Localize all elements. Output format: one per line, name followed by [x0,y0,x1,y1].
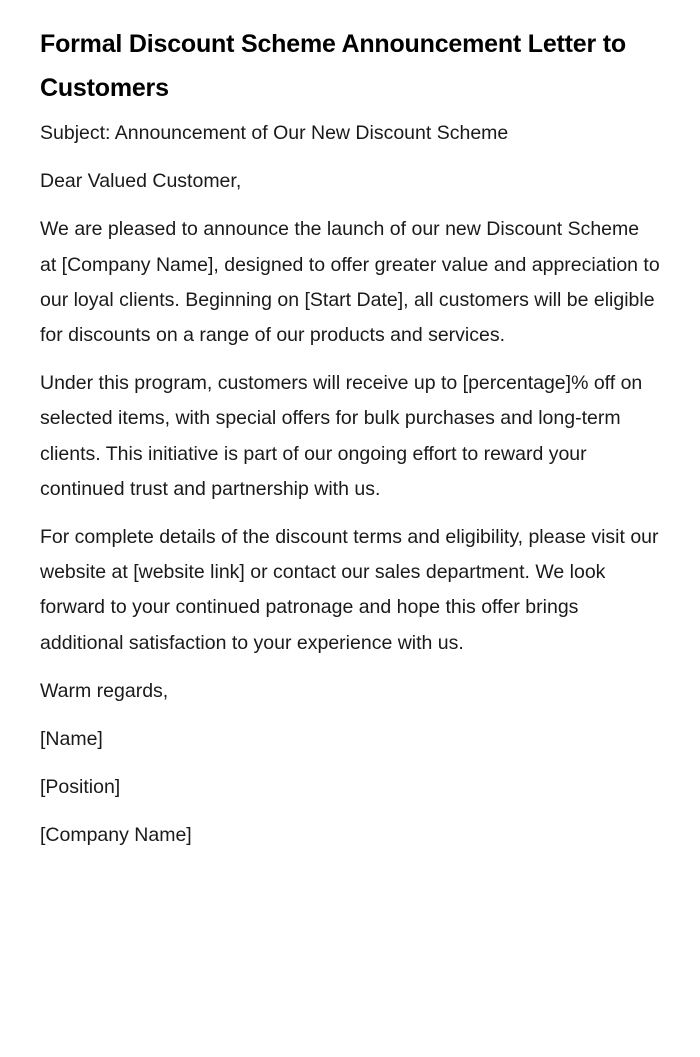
signature-company: [Company Name] [40,824,192,847]
signature-name: [Name] [40,728,103,751]
letter-paragraph-3: For complete details of the discount terms and eligibility, please visit our website at [website link] or contact our sales department. We look forward to your continued patronage and hope this offer brings additional satisfaction to your experience with us. [40,526,659,654]
letter-paragraph-2: Under this program, customers will receive up to [percentage]% off on selected items, with special offers for bulk purchases and long-term clients. This initiative is part of our ongoing effort to reward your continued trust and partnership with us. [40,372,643,500]
letter-salutation: Dear Valued Customer, [40,170,242,193]
signature-position: [Position] [40,776,121,799]
letter-subject: Subject: Announcement of Our New Discount Scheme [40,122,509,144]
letter-closing: Warm regards, [40,679,169,702]
letter-paragraph-1: We are pleased to announce the launch of our new Discount Scheme at [Company Name], designed to offer greater value and appreciation to our loyal clients. Beginning on [Start Date], all customers will be eligible for discounts on a range of our products and services. [40,218,660,347]
letter-title: Formal Discount Scheme Announcement Letter to Customers [40,30,626,102]
